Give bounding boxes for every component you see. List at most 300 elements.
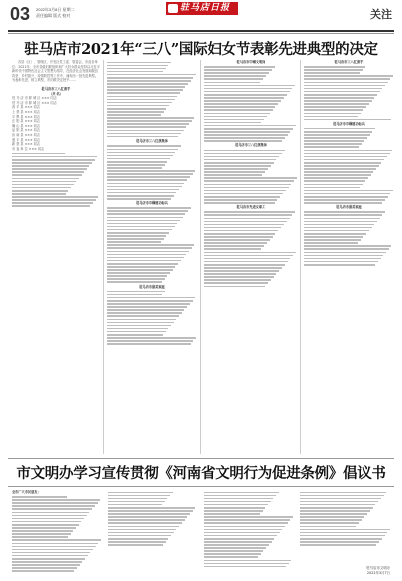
text-line xyxy=(304,146,359,148)
text-line xyxy=(304,190,393,192)
text-line xyxy=(304,119,391,121)
section-heading: 驻马店市先进女职工 xyxy=(236,205,266,210)
text-line xyxy=(12,536,68,538)
text-line xyxy=(204,159,276,161)
honoree-list: 驻 马 店 市 驿 城 区 ××× 同志 驻 马 店 市 驿 城 区 ××× 同志 西 平 县 ××× 同志 上 蔡 县 ××× 同志 平 舆 县 ××× 同志 正 阳 县 ××× 同志 确 山 县 ××× 同志 泌 阳 县 ××× 同志 汝 南 县 ××× 同志 遂 平 县 ××× 同志 新 蔡 县 ××× 同志 市 直 单 位 ××× 同志 xyxy=(12,96,57,151)
text-line xyxy=(107,120,192,122)
text-line xyxy=(204,137,285,139)
text-line xyxy=(108,513,190,515)
text-line xyxy=(304,214,382,216)
text-line xyxy=(300,544,376,546)
text-line xyxy=(107,192,176,194)
text-line xyxy=(204,535,277,537)
text-line xyxy=(304,193,390,195)
text-line xyxy=(108,544,163,546)
text-line xyxy=(300,513,367,515)
text-line xyxy=(107,241,161,243)
text-line xyxy=(204,224,284,226)
text-line xyxy=(304,100,372,102)
text-line xyxy=(107,114,161,116)
text-line xyxy=(204,255,293,257)
list-filler xyxy=(107,145,197,199)
text-line xyxy=(304,184,363,186)
text-line xyxy=(108,535,171,537)
text-line xyxy=(304,103,369,105)
text-line xyxy=(107,198,171,200)
text-line xyxy=(107,306,187,308)
text-line xyxy=(12,508,92,510)
masthead xyxy=(166,2,238,15)
column-divider xyxy=(200,60,201,454)
text-line xyxy=(300,510,370,512)
text-line xyxy=(107,257,184,259)
text-line xyxy=(304,242,358,244)
text-line xyxy=(204,211,295,213)
text-line xyxy=(300,526,356,528)
text-line xyxy=(204,507,265,509)
text-line xyxy=(107,173,193,175)
text-line xyxy=(304,116,358,118)
text-line xyxy=(304,88,382,90)
list-filler xyxy=(304,66,394,120)
text-line xyxy=(107,309,184,311)
text-line xyxy=(107,319,176,321)
article-column-3 xyxy=(204,60,298,454)
text-line xyxy=(304,153,390,155)
text-line xyxy=(204,187,289,189)
text-line xyxy=(204,227,281,229)
text-line xyxy=(107,117,194,119)
text-line xyxy=(304,131,372,133)
text-line xyxy=(12,181,76,183)
text-line xyxy=(107,217,183,219)
section-heading: 驻马店市最美家庭 xyxy=(336,205,362,210)
header-rule-thin xyxy=(8,33,394,34)
text-line xyxy=(107,123,189,125)
text-line xyxy=(12,499,100,501)
text-line xyxy=(12,521,81,523)
text-line xyxy=(12,552,90,554)
text-line xyxy=(304,72,360,74)
text-line xyxy=(108,510,193,512)
text-line xyxy=(304,202,382,204)
text-line xyxy=(12,178,79,180)
text-line xyxy=(107,71,163,73)
text-line xyxy=(300,541,379,543)
text-line xyxy=(304,255,383,257)
header-rule xyxy=(8,30,394,32)
text-line xyxy=(12,190,68,192)
section-heading: 驻马店市巾帼建功标兵 xyxy=(136,201,168,206)
intro-paragraph: 各县（区）、管理区、开发区党工委、管委会，市直各单位：2021年，全市各级妇联组织和广大妇女群众坚持以习近平新时代中国特色社会主义思想为指导，在经济社会发展和脱贫攻坚、乡村振兴、疫情防控等工作中，涌现出一批先进典型。为表彰先进、树立典型，市妇联决定授予…… xyxy=(12,60,100,83)
text-line xyxy=(107,65,168,67)
text-line xyxy=(204,193,283,195)
text-line xyxy=(304,128,375,130)
text-line xyxy=(204,286,265,288)
text-line xyxy=(107,83,188,85)
text-line xyxy=(204,498,273,500)
text-line xyxy=(304,245,391,247)
section-heading: 驻马店市三八红旗集体 xyxy=(235,143,267,148)
text-line xyxy=(107,108,166,110)
text-line xyxy=(304,109,363,111)
text-line xyxy=(107,68,166,70)
text-line xyxy=(304,113,361,115)
text-line xyxy=(107,269,173,271)
banner-rule-top xyxy=(8,458,394,459)
text-line xyxy=(107,238,164,240)
text-line xyxy=(300,495,384,497)
text-line xyxy=(107,167,162,169)
text-line xyxy=(107,189,179,191)
text-line xyxy=(204,196,280,198)
text-line xyxy=(12,561,82,563)
text-line xyxy=(107,260,181,262)
section-label: 关注 xyxy=(370,8,392,21)
article-column-1 xyxy=(12,60,100,454)
text-line xyxy=(204,122,261,124)
text-line xyxy=(107,334,163,336)
text-line xyxy=(12,202,93,204)
text-line xyxy=(300,538,382,540)
text-line xyxy=(204,560,291,562)
text-line xyxy=(204,78,263,80)
text-line xyxy=(204,261,288,263)
text-line xyxy=(107,133,181,135)
section-heading: 驻马店市三八红旗手 xyxy=(41,86,71,91)
text-line xyxy=(300,535,385,537)
text-line xyxy=(304,143,362,145)
body-filler xyxy=(300,492,392,546)
text-line xyxy=(304,239,361,241)
text-line xyxy=(204,199,277,201)
text-line xyxy=(204,556,258,558)
text-line xyxy=(12,546,96,548)
text-line xyxy=(107,99,175,101)
text-line xyxy=(107,89,183,91)
text-line xyxy=(12,524,79,526)
text-line xyxy=(107,340,193,342)
list-filler xyxy=(12,153,100,207)
text-line xyxy=(12,502,98,504)
text-line xyxy=(12,530,73,532)
text-line xyxy=(304,258,381,260)
section-heading: 驻马店市三八红旗手 xyxy=(334,60,364,64)
text-line xyxy=(108,507,195,509)
list-filler xyxy=(204,150,298,204)
text-line xyxy=(204,221,287,223)
text-line xyxy=(304,94,377,96)
text-line xyxy=(107,77,193,79)
text-line xyxy=(204,156,279,158)
text-line xyxy=(204,504,268,506)
text-line xyxy=(204,566,286,568)
text-line xyxy=(304,140,364,142)
text-line xyxy=(107,337,196,339)
text-line xyxy=(107,183,184,185)
text-line xyxy=(204,282,268,284)
text-line xyxy=(204,88,292,90)
text-line xyxy=(304,106,366,108)
newspaper-logo-icon xyxy=(168,4,178,13)
section-heading: 驻马店市三八红旗集体 xyxy=(136,139,168,144)
text-line xyxy=(304,168,376,170)
text-line xyxy=(204,279,271,281)
body-filler xyxy=(204,492,294,568)
text-line xyxy=(107,145,181,147)
section-subheading: （共 名） xyxy=(49,91,63,96)
text-line xyxy=(304,159,384,161)
text-line xyxy=(107,207,191,209)
text-line xyxy=(107,186,182,188)
text-line xyxy=(204,547,266,549)
text-line xyxy=(107,229,172,231)
text-line xyxy=(108,516,187,518)
text-line xyxy=(12,539,101,541)
editor-line: 责任编辑 版式 校对 xyxy=(36,13,71,18)
text-line xyxy=(12,168,87,170)
text-line xyxy=(304,162,381,164)
text-line xyxy=(204,501,271,503)
text-line xyxy=(204,91,290,93)
text-line xyxy=(204,116,267,118)
text-line xyxy=(107,235,166,237)
text-line xyxy=(107,62,171,64)
list-filler xyxy=(204,66,298,142)
text-line xyxy=(108,519,185,521)
text-line xyxy=(107,244,194,246)
text-line xyxy=(204,202,275,204)
text-line xyxy=(204,267,282,269)
text-line xyxy=(204,563,289,565)
text-line xyxy=(107,315,179,317)
text-line xyxy=(12,187,71,189)
text-line xyxy=(108,498,167,500)
text-line xyxy=(204,180,294,182)
text-line xyxy=(107,158,170,160)
text-line xyxy=(204,532,280,534)
text-line xyxy=(304,196,388,198)
text-line xyxy=(204,538,274,540)
text-line xyxy=(107,111,164,113)
text-line xyxy=(12,496,67,498)
text-line xyxy=(107,232,169,234)
text-line xyxy=(204,100,281,102)
text-line xyxy=(107,74,196,76)
bottom-column-3 xyxy=(204,490,294,576)
text-line xyxy=(204,150,285,152)
text-line xyxy=(204,270,279,272)
text-line xyxy=(108,504,162,506)
text-line xyxy=(12,505,95,507)
text-line xyxy=(107,179,187,181)
text-line xyxy=(204,128,293,130)
bottom-column-4 xyxy=(300,490,392,564)
text-line xyxy=(107,213,185,215)
section-heading: 驻马店市巾帼建功标兵 xyxy=(333,121,365,126)
text-line xyxy=(300,522,359,524)
text-line xyxy=(108,532,174,534)
text-line xyxy=(304,199,385,201)
text-line xyxy=(304,233,366,235)
text-line xyxy=(107,223,177,225)
text-line xyxy=(304,252,386,254)
text-line xyxy=(12,174,82,176)
bottom-column-2 xyxy=(108,490,198,576)
text-line xyxy=(107,152,175,154)
text-line xyxy=(204,252,296,254)
text-line xyxy=(304,137,367,139)
list-filler xyxy=(304,211,394,265)
body-filler xyxy=(12,496,102,572)
text-line xyxy=(204,214,292,216)
text-line xyxy=(107,92,180,94)
text-line xyxy=(204,276,274,278)
text-line xyxy=(107,86,185,88)
text-line xyxy=(204,526,285,528)
text-line xyxy=(304,236,363,238)
text-line xyxy=(107,136,178,138)
text-line xyxy=(304,264,375,266)
text-line xyxy=(107,343,191,345)
text-line xyxy=(304,261,378,263)
text-line xyxy=(107,149,178,151)
text-line xyxy=(300,498,381,500)
text-line xyxy=(204,248,261,250)
text-line xyxy=(304,177,368,179)
masthead-title: 驻马店日报 xyxy=(180,3,231,13)
section-heading: 驻马店市最美家庭 xyxy=(139,284,165,289)
text-line xyxy=(300,529,390,531)
text-line xyxy=(107,272,170,274)
signature: 驻马店市文明办 2022年3月7日 xyxy=(366,566,390,575)
text-line xyxy=(12,567,77,569)
text-line xyxy=(204,273,276,275)
text-line xyxy=(107,291,165,293)
text-line xyxy=(204,72,269,74)
text-line xyxy=(107,275,167,277)
list-filler xyxy=(107,62,197,138)
text-line xyxy=(12,196,98,198)
list-filler xyxy=(204,211,298,287)
text-line xyxy=(204,522,288,524)
text-line xyxy=(204,492,279,494)
text-line xyxy=(204,550,263,552)
text-line xyxy=(12,153,65,155)
text-line xyxy=(304,211,385,213)
text-line xyxy=(12,558,85,560)
text-line xyxy=(107,300,193,302)
text-line xyxy=(204,109,273,111)
text-line xyxy=(204,177,297,179)
text-line xyxy=(300,532,387,534)
text-line xyxy=(107,263,178,265)
text-line xyxy=(204,264,285,266)
text-line xyxy=(204,171,265,173)
page-number: 03 xyxy=(10,4,31,24)
text-line xyxy=(300,501,378,503)
text-line xyxy=(204,66,275,68)
text-line xyxy=(204,85,295,87)
text-line xyxy=(204,69,272,71)
text-line xyxy=(304,187,360,189)
text-line xyxy=(107,170,195,172)
list-filler xyxy=(304,128,394,204)
text-line xyxy=(304,85,385,87)
text-line xyxy=(107,105,169,107)
text-line xyxy=(300,519,362,521)
text-line xyxy=(12,533,71,535)
text-line xyxy=(204,140,282,142)
text-line xyxy=(204,553,261,555)
text-line xyxy=(107,247,192,249)
column-divider xyxy=(103,60,104,454)
text-line xyxy=(107,328,168,330)
text-line xyxy=(12,205,90,207)
text-line xyxy=(304,66,365,68)
text-line xyxy=(204,258,290,260)
text-line xyxy=(108,538,168,540)
text-line xyxy=(304,150,392,152)
text-line xyxy=(204,236,273,238)
text-line xyxy=(107,303,190,305)
text-line xyxy=(204,106,275,108)
text-line xyxy=(304,91,380,93)
text-line xyxy=(107,130,184,132)
text-line xyxy=(304,69,363,71)
text-line xyxy=(204,541,272,543)
text-line xyxy=(304,180,365,182)
text-line xyxy=(300,507,373,509)
text-line xyxy=(107,281,162,283)
text-line xyxy=(107,80,191,82)
text-line xyxy=(12,518,84,520)
text-line xyxy=(107,278,165,280)
text-line xyxy=(107,220,180,222)
text-line xyxy=(304,227,372,229)
main-headline: 驻马店市2021年“三八”国际妇女节表彰先进典型的决定 xyxy=(24,41,378,58)
text-line xyxy=(204,519,290,521)
section-heading: 驻马店市巾帼文明岗 xyxy=(236,60,266,64)
text-line xyxy=(12,156,97,158)
text-line xyxy=(12,199,96,201)
text-line xyxy=(304,221,377,223)
text-line xyxy=(204,184,291,186)
text-line xyxy=(108,541,166,543)
text-line xyxy=(304,156,387,158)
text-line xyxy=(304,224,374,226)
text-line xyxy=(107,331,166,333)
list-filler xyxy=(107,207,197,283)
text-line xyxy=(204,131,290,133)
text-line xyxy=(107,102,172,104)
text-line xyxy=(12,512,89,514)
text-line xyxy=(204,119,264,121)
text-line xyxy=(107,176,190,178)
text-line xyxy=(107,164,165,166)
text-line xyxy=(304,174,371,176)
text-line xyxy=(12,171,84,173)
text-line xyxy=(107,254,186,256)
text-line xyxy=(12,543,98,545)
text-line xyxy=(108,526,179,528)
text-line xyxy=(204,495,276,497)
text-line xyxy=(204,529,282,531)
text-line xyxy=(12,193,66,195)
text-line xyxy=(300,516,364,518)
text-line xyxy=(204,94,287,96)
text-line xyxy=(304,171,373,173)
